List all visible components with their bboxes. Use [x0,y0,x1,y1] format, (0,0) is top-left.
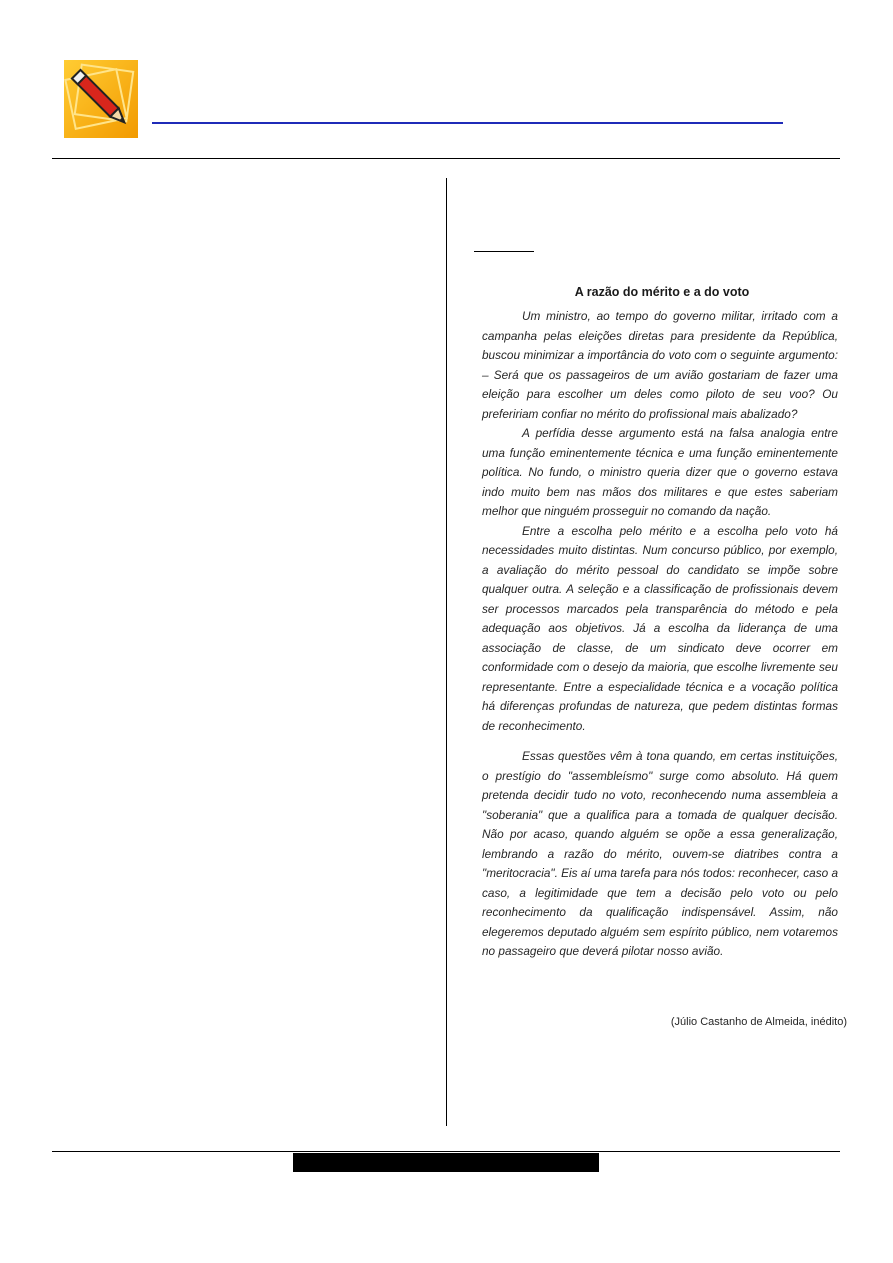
article-paragraph: Entre a escolha pelo mérito e a escolha pelo voto há necessidades muito distintas. Num concurso público, por exemplo, a avaliação do mérito pessoal do candidato se impõe sobre qualquer outra. A seleção e a classificação de profissionais devem ser processos marcados pela transparência do método e pela adequação aos objetivos. Já a escolha da liderança de uma associação de classe, de um sindicato deve ocorrer em conformidade com o desejo da maioria, que escolhe livremente seu representante. Entre a especialidade técnica e a vocação política há diferenças profundas de natureza, que pedem distintas formas de reconhecimento. [482,523,838,733]
article-paragraph: Um ministro, ao tempo do governo militar, irritado com a campanha pelas eleições diretas para presidente da República, buscou minimizar a importância do voto com o seguinte argumento: – Será que os passageiros de um avião gostariam de fazer uma eleição para escolher um deles como piloto de seu voo? Ou prefeririam confiar no mérito do profissional mais abalizado? [482,309,838,421]
footer-redaction-bar [293,1153,599,1172]
header-accent-line [152,122,783,124]
footer-divider [52,1151,840,1152]
section-underline [474,251,534,252]
article-title: A razão do mérito e a do voto [574,285,750,299]
article-body [482,307,838,962]
header-divider [52,158,840,159]
column-divider [446,178,447,1126]
article-paragraph: A perfídia desse argumento está na falsa analogia entre uma função eminentemente técnica e uma função eminentemente política. No fundo, o ministro queria dizer que o governo estava indo muito bem nas mãos dos militares e que estes saberiam melhor que ninguém prosseguir no comando da nação. [482,426,838,518]
article-paragraph: Essas questões vêm à tona quando, em certas instituições, o prestígio do "assembleísmo" surge como absoluto. Há quem pretenda decidir tudo no voto, reconhecendo numa assembleia a "soberania" que a qualifica para a tomada de qualquer decisão. Não por acaso, quando alguém se opõe a essa generalização, lembrando a razão do mérito, ouvem-se diatribes contra a "meritocracia". Eis aí uma tarefa para nós todos: reconhecer, caso a caso, a legitimidade que tem a decisão pelo voto ou pelo reconhecimento da qualificação indispensável. Assim, não elegeremos deputado alguém sem espírito público, nem votaremos no passageiro que deverá pilotar nosso avião. [482,749,838,958]
article-source: (Júlio Castanho de Almeida, inédito) [670,1016,847,1028]
pencil-logo-icon [64,60,138,138]
